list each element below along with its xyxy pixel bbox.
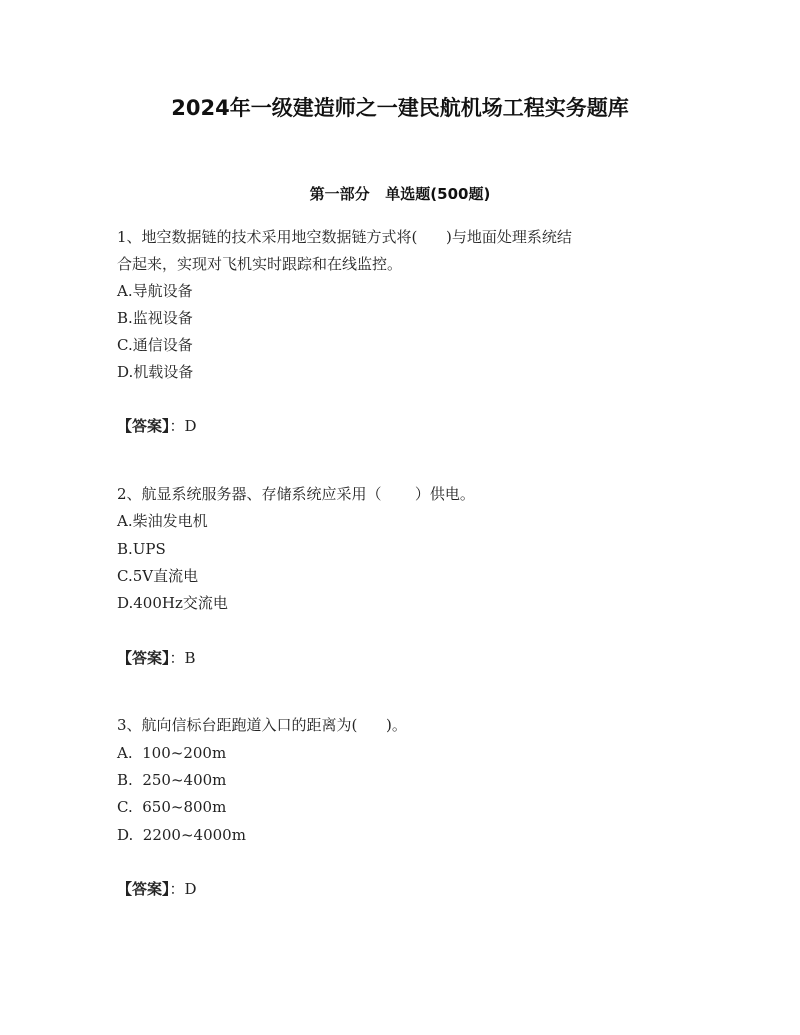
answer-label: 【答案】 [117,880,170,898]
question-1-option-a: A.导航设备 [117,282,193,300]
question-2-option-a: A.柴油发电机 [117,512,208,530]
question-2-option-c: C.5V直流电 [117,567,199,585]
document-title: 2024年一级建造师之一建民航机场工程实务题库 [171,96,629,120]
question-2-stem-line-1: 2、航显系统服务器、存储系统应采用（ ）供电。 [117,485,475,503]
question-3-option-b: B. 250~400m [117,771,227,789]
answer-value: ：D [169,417,197,435]
question-3-answer [117,877,197,901]
answer-label: 【答案】 [117,417,170,435]
question-3-option-d: D. 2200~4000m [117,826,246,844]
question-3-option-c: C. 650~800m [117,798,227,816]
question-1-stem-line-2: 合起来，实现对飞机实时跟踪和在线监控。 [117,255,403,273]
question-2-option-b: B.UPS [117,540,166,558]
question-1-option-d: D.机载设备 [117,363,194,381]
question-2-option-d: D.400Hz交流电 [117,594,228,612]
question-2-answer [117,646,196,670]
question-3-stem-line-1: 3、航向信标台距跑道入口的距离为( )。 [117,716,407,734]
question-1-option-b: B.监视设备 [117,309,193,327]
section-title: 第一部分 单选题(500题) [309,185,491,203]
answer-value: ：D [169,880,197,898]
question-3-option-a: A. 100~200m [117,744,227,762]
answer-label: 【答案】 [117,649,170,667]
question-1-answer [117,414,197,438]
answer-value: ：B [169,649,196,667]
question-1-stem-line-1: 1、地空数据链的技术采用地空数据链方式将( )与地面处理系统结 [117,228,572,246]
question-1-option-c: C.通信设备 [117,336,193,354]
